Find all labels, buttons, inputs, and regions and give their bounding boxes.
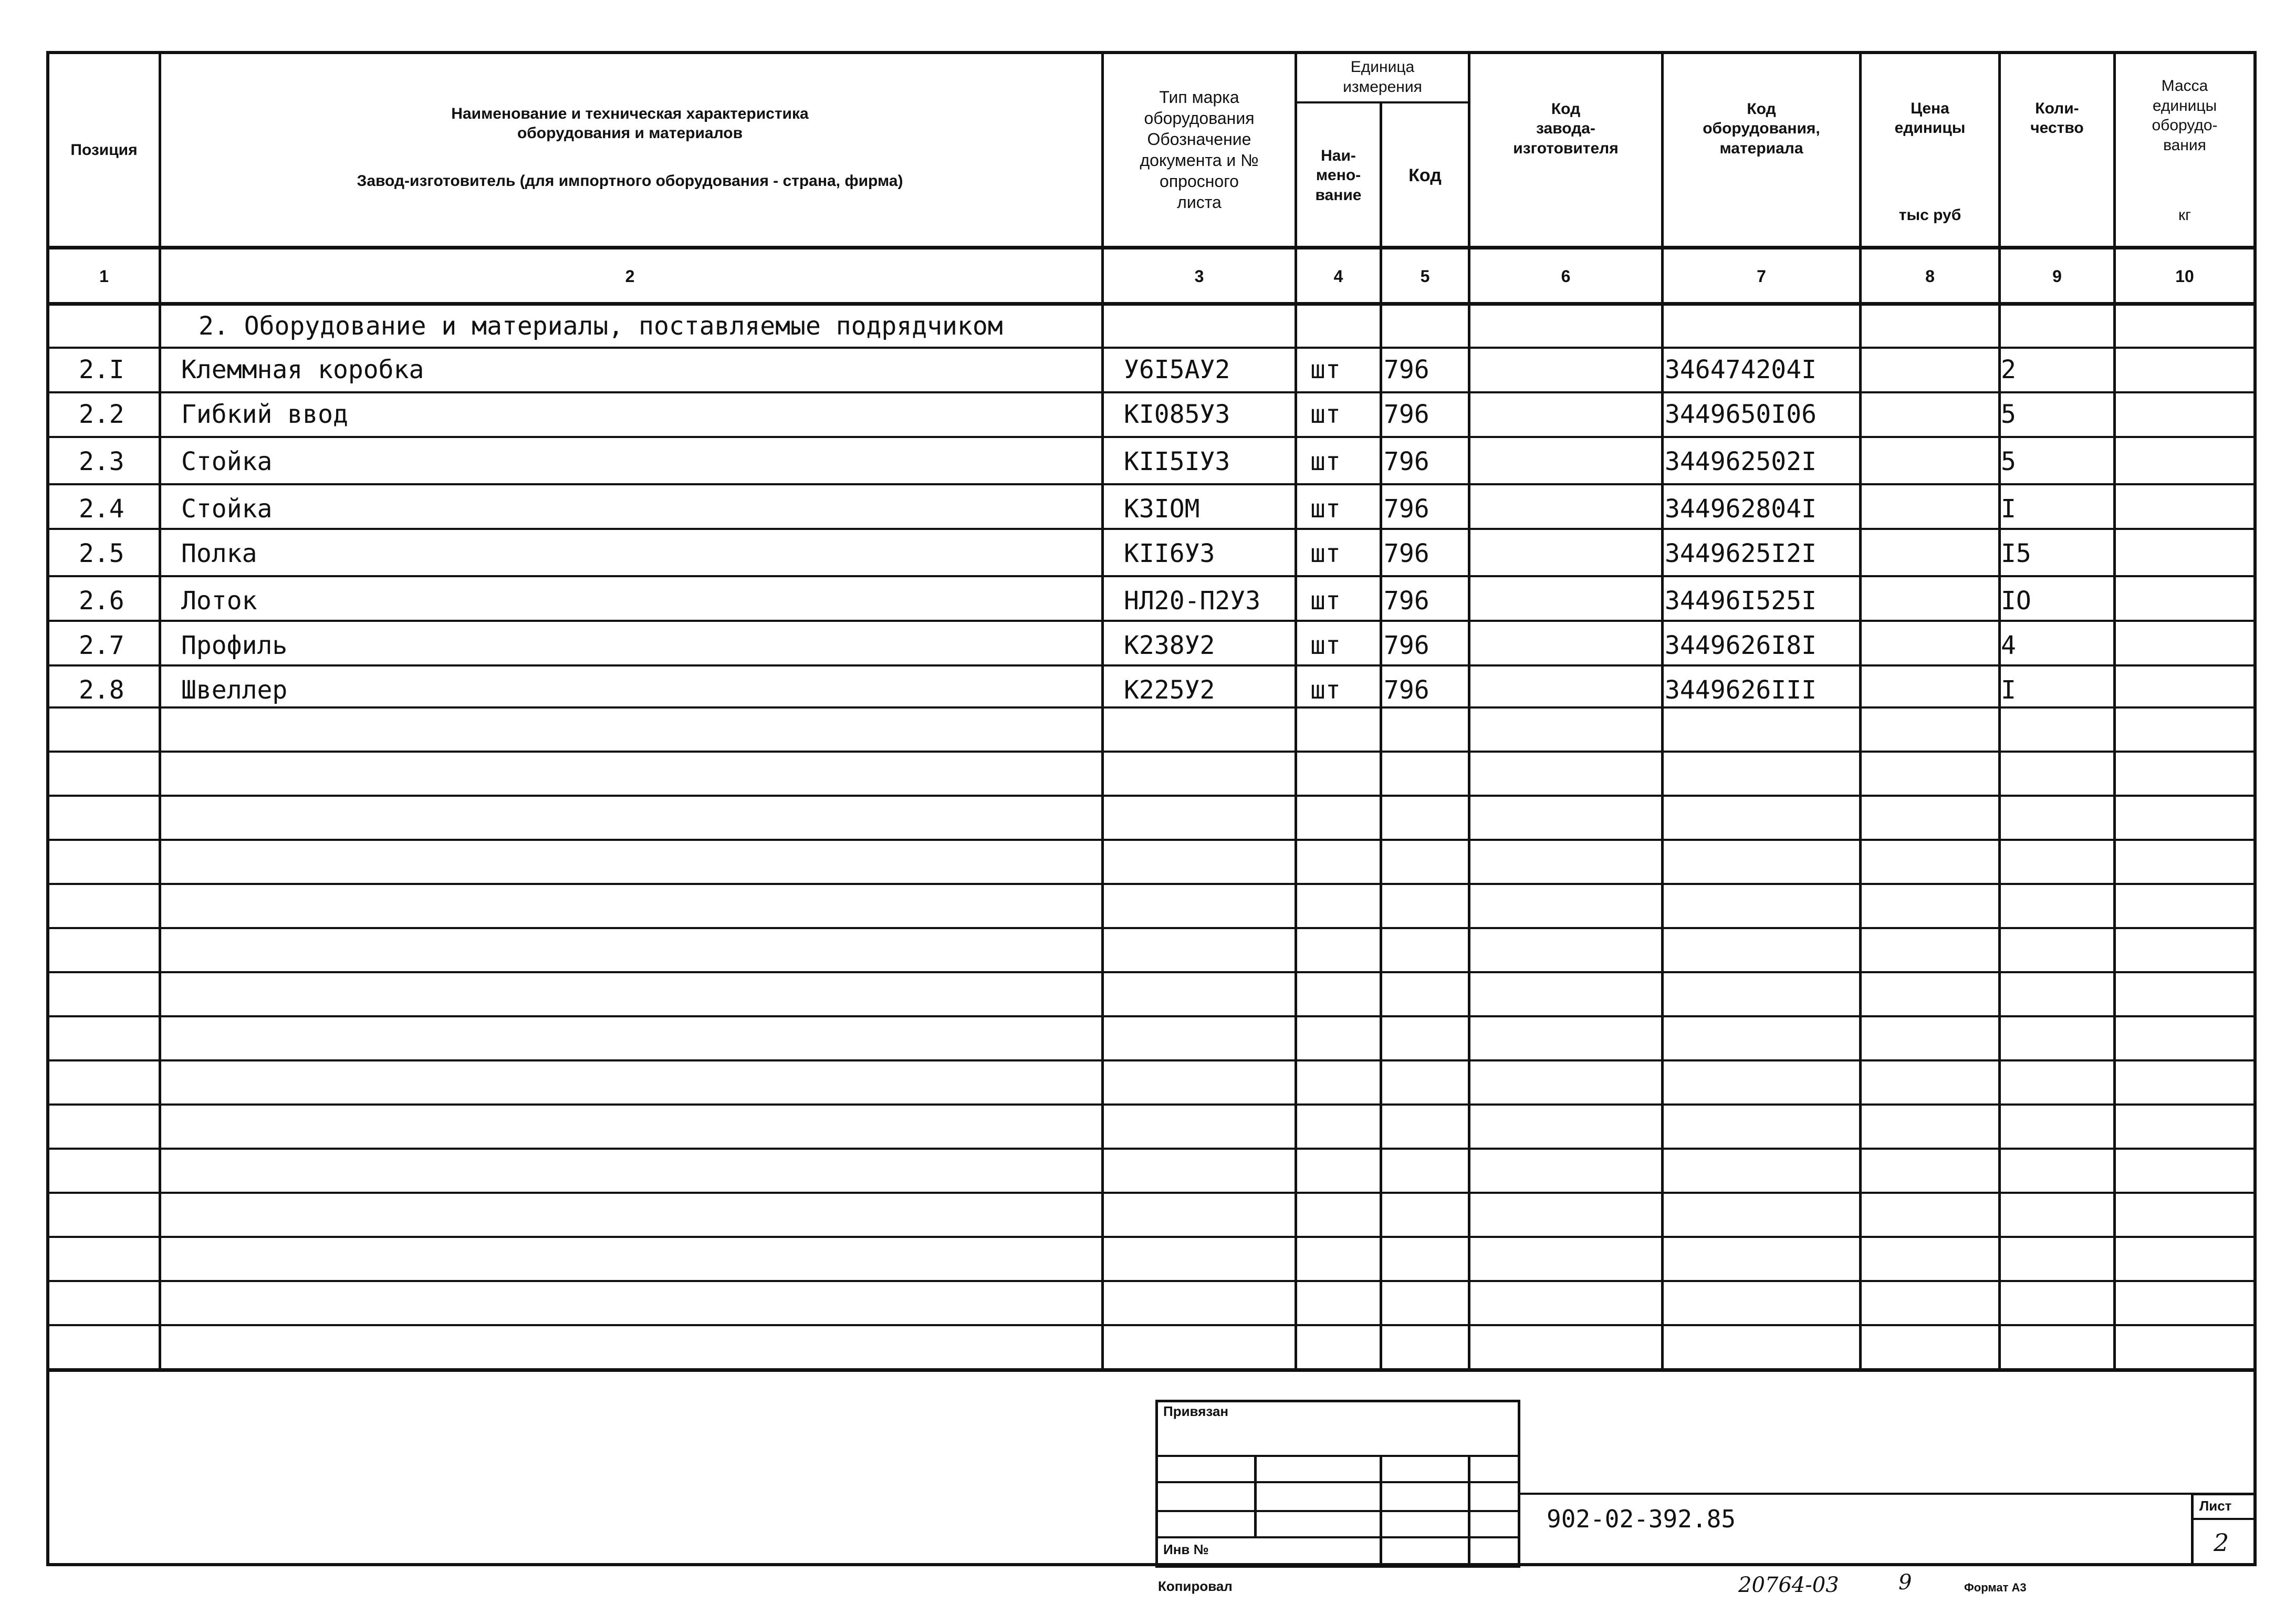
- row-unit-code: 796: [1384, 447, 1429, 476]
- order-suffix: 9: [1898, 1570, 1912, 1595]
- row-type: К238У2: [1124, 631, 1215, 660]
- row-position: 2.8: [79, 675, 124, 705]
- row-unit: шт: [1310, 494, 1341, 524]
- sheet-label: Лист: [2199, 1498, 2232, 1514]
- col-line-9: [2113, 51, 2116, 1370]
- header-unit-code: Код: [1408, 165, 1442, 185]
- row-name: Стойка: [181, 494, 273, 524]
- row-name: Гибкий ввод: [181, 400, 348, 429]
- title-block-col-3: [1468, 1455, 1470, 1568]
- column-number-8: 8: [1925, 267, 1935, 286]
- column-numbers-bottom-line: [46, 302, 2257, 306]
- col-line-2: [1101, 51, 1104, 1370]
- column-number-5: 5: [1420, 267, 1430, 286]
- col-line-6: [1661, 51, 1664, 1370]
- title-block-col-1: [1254, 1455, 1257, 1536]
- header-factory-code: Код завода- изготовителя: [1513, 100, 1619, 157]
- title-block-stamp-top: [1520, 1493, 2257, 1495]
- title-block-line-1: [1155, 1455, 1520, 1457]
- row-position: 2.3: [79, 447, 124, 476]
- row-type: КI085У3: [1124, 400, 1230, 429]
- column-number-10: 10: [2175, 267, 2194, 286]
- row-line: [46, 1280, 2257, 1282]
- row-equipment-code: 346474204I: [1665, 355, 1817, 384]
- column-number-3: 3: [1194, 267, 1204, 286]
- row-quantity: IO: [2001, 586, 2031, 616]
- format-label: Формат А3: [1964, 1581, 2027, 1594]
- header-unit-name: Наи- мено- вание: [1315, 147, 1362, 204]
- col-line-8: [1998, 51, 2001, 1370]
- column-number-4: 4: [1333, 267, 1343, 286]
- row-line: [46, 927, 2257, 929]
- document-code: 902-02-392.85: [1547, 1505, 1736, 1533]
- row-line: [46, 620, 2257, 622]
- row-equipment-code: 344962804I: [1665, 494, 1817, 524]
- row-unit-code: 796: [1384, 586, 1429, 616]
- header-price: Цена единицы: [1894, 99, 1966, 137]
- row-line: [46, 347, 2257, 349]
- title-block-line-4: [1155, 1536, 1520, 1538]
- row-type: КII6У3: [1124, 539, 1215, 568]
- section-title: 2. Оборудование и материалы, поставляемые подрядчиком: [199, 311, 1003, 341]
- row-line: [46, 1236, 2257, 1238]
- row-line: [46, 795, 2257, 797]
- row-quantity: I: [2001, 494, 2016, 524]
- title-block-line-2: [1155, 1481, 1520, 1483]
- column-number-2: 2: [625, 267, 635, 286]
- row-line: [46, 883, 2257, 885]
- row-line: [46, 436, 2257, 438]
- header-mass: Масса единицы оборудо- вания: [2152, 77, 2218, 154]
- row-line: [46, 751, 2257, 753]
- row-line: [46, 1324, 2257, 1326]
- title-block-privyazan-box: [1155, 1400, 1520, 1568]
- col-line-7: [1859, 51, 1862, 1370]
- row-unit: шт: [1310, 447, 1341, 476]
- row-line: [46, 575, 2257, 577]
- row-line: [46, 1148, 2257, 1150]
- row-position: 2.I: [79, 355, 124, 384]
- column-number-7: 7: [1757, 267, 1766, 286]
- row-unit-code: 796: [1384, 539, 1429, 568]
- row-unit-code: 796: [1384, 631, 1429, 660]
- row-position: 2.2: [79, 400, 124, 429]
- row-unit: шт: [1310, 675, 1341, 705]
- order-number: 20764-03: [1738, 1573, 1839, 1597]
- row-equipment-code: 34496I525I: [1665, 586, 1817, 616]
- row-line: [46, 971, 2257, 973]
- col-line-1: [159, 51, 161, 1370]
- row-line: [46, 1059, 2257, 1061]
- column-number-9: 9: [2052, 267, 2062, 286]
- row-type: К225У2: [1124, 675, 1215, 705]
- row-type: НЛ20-П2У3: [1124, 586, 1261, 616]
- sheet-box-divider: [2191, 1518, 2257, 1520]
- row-type: У6I5АУ2: [1124, 355, 1230, 384]
- row-equipment-code: 3449626I8I: [1665, 631, 1817, 660]
- row-unit: шт: [1310, 586, 1341, 616]
- title-block-col-2: [1380, 1455, 1382, 1568]
- privyazan-label: Привязан: [1163, 1403, 1229, 1419]
- row-equipment-code: 3449626III: [1665, 675, 1817, 705]
- row-unit: шт: [1310, 400, 1341, 429]
- row-position: 2.4: [79, 494, 124, 524]
- column-number-1: 1: [99, 267, 109, 286]
- row-position: 2.7: [79, 631, 124, 660]
- row-unit-code: 796: [1384, 355, 1429, 384]
- row-line: [46, 1015, 2257, 1017]
- header-price-unit: тыс руб: [1898, 206, 1961, 224]
- row-line: [46, 391, 2257, 393]
- sheet-number: 2: [2214, 1528, 2229, 1557]
- row-quantity: 5: [2001, 447, 2016, 476]
- header-manufacturer: Завод-изготовитель (для импортного оборудования - страна, фирма): [357, 172, 903, 190]
- header-quantity: Коли- чество: [2030, 99, 2084, 137]
- header-type: Тип марка оборудования Обозначение документа и № опросного листа: [1140, 88, 1259, 212]
- row-line: [46, 528, 2257, 530]
- header-unit-group: Единица измерения: [1343, 58, 1422, 96]
- row-unit: шт: [1310, 539, 1341, 568]
- row-unit-code: 796: [1384, 494, 1429, 524]
- col-line-3: [1295, 51, 1297, 1370]
- row-line: [46, 664, 2257, 667]
- row-type: К3IOM: [1124, 494, 1200, 524]
- header-mass-unit: кг: [2178, 206, 2191, 224]
- title-block-line-3: [1155, 1510, 1520, 1512]
- row-equipment-code: 344962502I: [1665, 447, 1817, 476]
- column-number-6: 6: [1561, 267, 1571, 286]
- row-name: Полка: [181, 539, 257, 568]
- row-equipment-code: 3449650I06: [1665, 400, 1817, 429]
- row-name: Профиль: [181, 631, 288, 660]
- row-position: 2.6: [79, 586, 124, 616]
- row-line: [46, 483, 2257, 485]
- row-name: Лоток: [181, 586, 257, 616]
- inv-no-label: Инв №: [1163, 1542, 1209, 1557]
- row-equipment-code: 3449625I2I: [1665, 539, 1817, 568]
- row-line: [46, 1192, 2257, 1194]
- row-unit-code: 796: [1384, 675, 1429, 705]
- copied-label: Копировал: [1158, 1578, 1233, 1594]
- row-quantity: I5: [2001, 539, 2031, 568]
- row-line: [46, 1103, 2257, 1106]
- table-body-bottom-line: [46, 1368, 2257, 1372]
- row-position: 2.5: [79, 539, 124, 568]
- row-name: Швеллер: [181, 675, 288, 705]
- row-unit: шт: [1310, 355, 1341, 384]
- row-line: [46, 706, 2257, 709]
- header-equipment-code: Код оборудования, материала: [1703, 100, 1820, 157]
- row-quantity: 4: [2001, 631, 2016, 660]
- row-quantity: I: [2001, 675, 2016, 705]
- row-unit-code: 796: [1384, 400, 1429, 429]
- row-name: Стойка: [181, 447, 273, 476]
- col-line-5: [1468, 51, 1470, 1370]
- row-quantity: 2: [2001, 355, 2016, 384]
- header-bottom-line: [46, 246, 2257, 249]
- row-line: [46, 839, 2257, 841]
- header-name: Наименование и техническая характеристика оборудования и материалов: [451, 105, 809, 142]
- header-position: Позиция: [70, 141, 138, 159]
- row-unit: шт: [1310, 631, 1341, 660]
- row-name: Клеммная коробка: [181, 355, 424, 384]
- row-quantity: 5: [2001, 400, 2016, 429]
- row-type: КII5IУ3: [1124, 447, 1230, 476]
